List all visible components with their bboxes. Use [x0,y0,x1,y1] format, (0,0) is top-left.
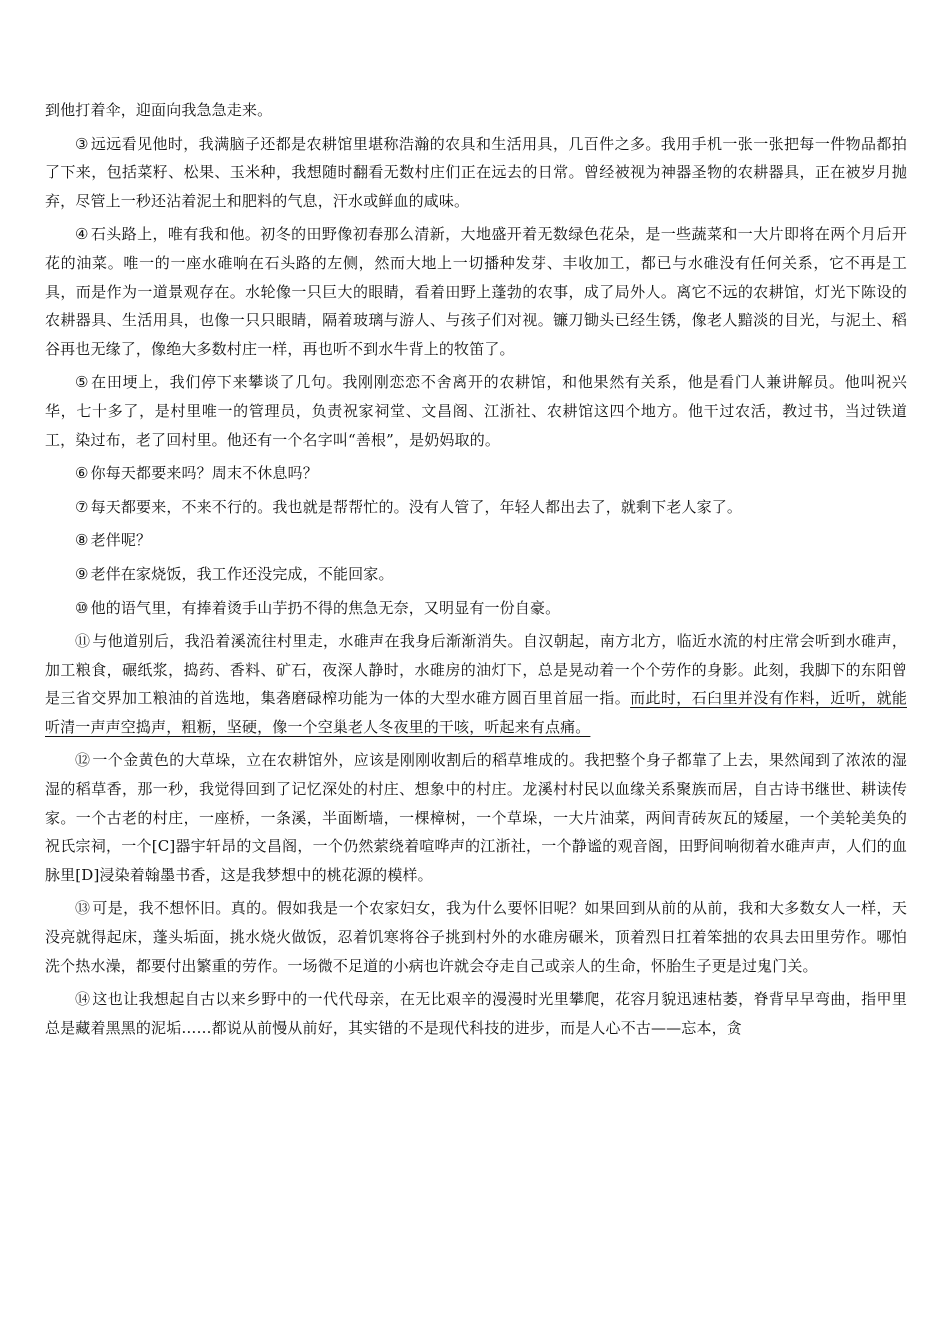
paragraph-number: ⑧ [75,531,89,550]
paragraph-9: ⑨ 老伴在家烧饭，我工作还没完成，不能回家。 [75,564,394,583]
paragraph-number: ⑬ [75,899,91,918]
paragraph-number: ⑦ [75,497,89,516]
paragraph-5: ⑤ 在田埂上，我们停下来攀谈了几句。我刚刚恋恋不舍离开的农耕馆，和他果然有关系，他是看门人兼讲解员。他叫祝兴华，七十多了，是村里唯一的管理员，负责祝家祠堂、文昌阁、江浙社、农耕馆这四个地方。他干过农活，教过书，当过铁道工，染过布，老了回村里。他还有一个名字叫“善根”，是奶妈取的。 [45,373,907,449]
paragraph-number: ⑪ [75,632,91,651]
paragraph-number: ⑩ [75,598,89,617]
paragraph-3: ③ 远远看见他时，我满脑子还都是农耕馆里堪称浩瀚的农具和生活用具，几百件之多。我用手机一张一张把每一件物品都拍了下来，包括菜籽、松果、玉米种，我想随时翻看无数村庄们正在远去的日常。曾经被视为神器圣物的农耕器具，正在被岁月抛弃，尽管上一秒还沾着泥土和肥料的气息，汗水或鲜血的咸味。 [45,134,907,210]
paragraph-13: ⑬ 可是，我不想怀旧。真的。假如我是一个农家妇女，我为什么要怀旧呢？如果回到从前的从前，我和大多数女人一样，天没亮就得起床，蓬头垢面，挑水烧火做饭，忍着饥寒将谷子挑到村外的水碓房碾米，顶着烈日扛着笨拙的农具去田里劳作。哪怕洗个热水澡，都要付出繁重的劳作。一场微不足道的小病也许就会夺走自己或亲人的生命，怀胎生子更是过鬼门关。 [45,899,907,975]
paragraph-number: ④ [75,225,89,244]
paragraph-10: ⑩ 他的语气里，有捧着烫手山芋扔不得的焦急无奈，又明显有一份自豪。 [75,598,561,617]
paragraph-8: ⑧ 老伴呢？ [75,531,152,550]
paragraph-number: ⑫ [75,751,91,770]
paragraph-11: ⑪ 与他道别后，我沿着溪流往村里走，水碓声在我身后渐渐消失。自汉朝起，南方北方，临近水流的村庄常会听到水碓声，加工粮食，碾纸浆，捣药、香料、矿石，夜深人静时，水碓房的油灯下，总是晃动着一个个劳作的身影。此刻，我脚下的东阳曾是三省交界加工粮油的首选地，集砻磨碌榨功能为一体的大型水碓方圆百里首屈一指。而此时，石臼里并没有作料，近听，就能听清一声声空捣声，粗粝，坚硬，像一个空巢老人冬夜里的干咳，听起来有点痛。 [45,632,907,736]
paragraph-12: ⑫ 一个金黄色的大草垛，立在农耕馆外，应该是刚刚收割后的稻草堆成的。我把整个身子都靠了上去，果然闻到了浓浓的湿湿的稻草香，那一秒，我觉得回到了记忆深处的村庄、想象中的村庄。龙溪村村民以血缘关系聚族而居，自古诗书继世、耕读传家。一个古老的村庄，一座桥，一条溪，半面断墙，一棵樟树，一个草垛，一大片油菜，两间青砖灰瓦的矮屋，一个美轮美奂的祝氏宗祠，一个[C]器宇轩昂的文昌阁，一个仍然萦绕着喧哗声的江浙社，一个静谧的观音阁，田野间响彻着水碓声声，人们的血脉里[D]浸染着翰墨书香，这是我梦想中的桃花源的模样。 [45,751,907,884]
paragraph-number: ⑨ [75,564,89,583]
paragraph-6: ⑥ 你每天都要来吗？周末不休息吗？ [75,464,318,483]
document-page [45,96,907,1042]
paragraph-number: ⑤ [75,373,90,392]
paragraph-7: ⑦ 每天都要来，不来不行的。我也就是帮帮忙的。没有人管了，年轻人都出去了，就剩下老人家了。 [75,497,743,516]
underlined-sentence: 而此时，石臼里并没有作料，近听，就能听清一声声空捣声，粗粝，坚硬，像一个空巢老人冬夜里的干咳，听起来有点痛。 [45,689,907,736]
paragraph-14: ⑭ 这也让我想起自古以来乡野中的一代代母亲，在无比艰辛的漫漫时光里攀爬，花容月貌迅速枯萎，脊背早早弯曲，指甲里总是藏着黑黑的泥垢……都说从前慢从前好，其实错的不是现代科技的进步，而是人心不古——忘本，贪 [45,990,907,1037]
paragraph-number: ③ [75,134,89,153]
paragraph-2-end: 到他打着伞，迎面向我急急走来。 [45,101,273,119]
paragraph-number: ⑭ [75,990,91,1009]
paragraph-4: ④ 石头路上，唯有我和他。初冬的田野像初春那么清新，大地盛开着无数绿色花朵，是一些蔬菜和一大片即将在两个月后开花的油菜。唯一的一座水碓响在石头路的左侧，然而大地上一切播种发芽、丰收加工，都已与水碓没有任何关系，它不再是工具，而是作为一道景观存在。水轮像一只巨大的眼睛，看着田野上蓬勃的农事，成了局外人。离它不远的农耕馆，灯光下陈设的农耕器具、生活用具，也像一只只眼睛，隔着玻璃与游人、与孩子们对视。镰刀锄头已经生锈，像老人黯淡的目光，与泥土、稻谷再也无缘了，像绝大多数村庄一样，再也听不到水牛背上的牧笛了。 [45,225,907,358]
paragraph-number: ⑥ [75,464,89,483]
